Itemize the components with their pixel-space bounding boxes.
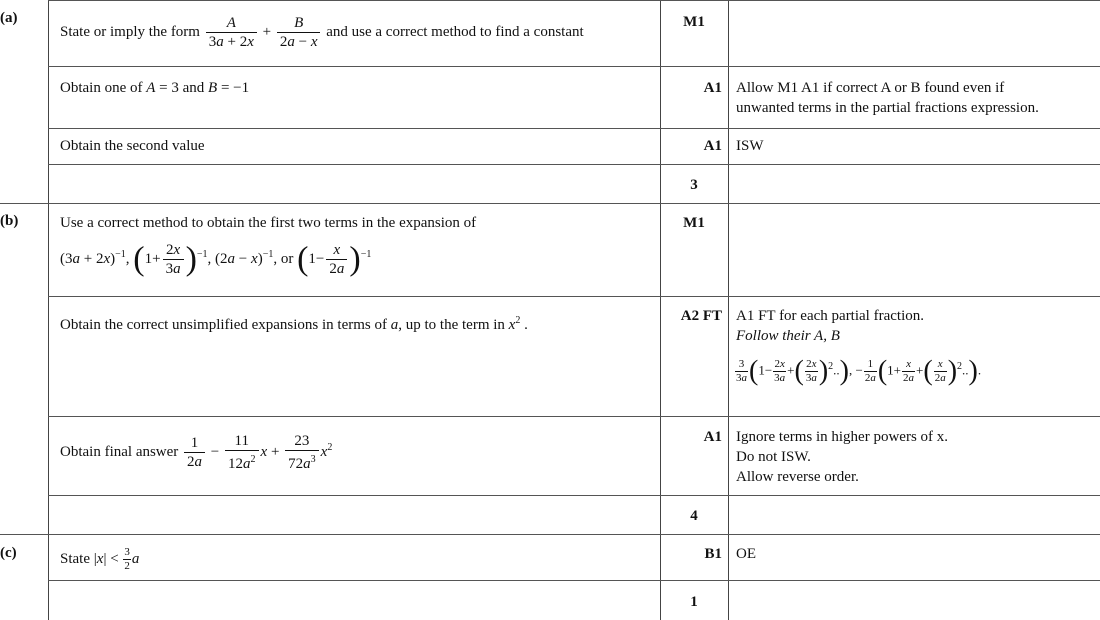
row-divider [48, 128, 1100, 129]
row-b3-guidance-3: Allow reverse order. [736, 469, 859, 485]
part-label-b: (b) [0, 213, 19, 229]
row-b1-answer: Use a correct method to obtain the first two terms in the expansion of [60, 215, 477, 231]
row-b3-answer: Obtain final answer $\frac{1}{2a}$ − $\frac{11}{12a^2}$ x + $\frac{23}{72a^3}$ $x^2$ [60, 433, 333, 473]
row-a2-guidance-1: Allow M1 A1 if correct A or B found even if [736, 80, 1005, 96]
row-a3-answer: Obtain the second value [60, 138, 205, 154]
part-c-total: 1 [690, 594, 698, 610]
row-divider [48, 66, 1100, 67]
row-c1-answer: State |x| < $\frac{3}{2}$ a [60, 546, 140, 572]
row-c1-guidance: OE [736, 546, 756, 562]
row-a2-mark: A1 [703, 80, 722, 96]
row-b1-mark: M1 [683, 215, 705, 231]
row-b1-expressions: $(3a + 2x)^{-1}$, (1+ $\frac{2x}{3a}$ )$^{-1}$, $(2a - x)^{-1}$, or (1− $\frac{x}{2a}$ )$^{-1}$ [60, 240, 372, 278]
row-a1-text-before: State or imply the form [60, 23, 200, 40]
column-divider-mark [660, 0, 661, 620]
row-b2-answer: Obtain the correct unsimplified expansions in terms of a, up to the term in $x^2$ . [60, 315, 528, 333]
row-divider [48, 296, 1100, 297]
row-b2-guidance-2: Follow their A, B [736, 328, 840, 344]
row-c1-mark: B1 [704, 546, 722, 562]
row-divider [48, 0, 1100, 1]
part-label-a: (a) [0, 10, 18, 26]
row-b3-guidance-2: Do not ISW. [736, 449, 811, 465]
form-fraction-a: $\frac{A}{3a + 2x}$ [206, 14, 257, 51]
column-divider-guidance [728, 0, 729, 620]
part-label-c: (c) [0, 545, 17, 561]
row-a1-mark: M1 [683, 14, 705, 30]
part-a-total: 3 [690, 177, 698, 193]
row-divider [48, 416, 1100, 417]
row-divider [48, 580, 1100, 581]
form-fraction-b: $\frac{B}{2a - x}$ [277, 14, 321, 51]
part-b-total: 4 [690, 508, 698, 524]
row-b2-mark: A2 FT [680, 308, 722, 324]
row-b2-guidance-1: A1 FT for each partial fraction. [736, 308, 924, 324]
row-a2-guidance-2: unwanted terms in the partial fractions expression. [736, 100, 1039, 116]
row-b3-mark: A1 [703, 429, 722, 445]
row-a2-answer: Obtain one of A = 3 and B = −1 [60, 80, 250, 96]
row-a3-mark: A1 [703, 138, 722, 154]
row-divider [0, 534, 1100, 535]
row-divider [48, 164, 1100, 165]
row-b2-expansion: $\frac{3}{3a}$ (1− $\frac{2x}{3a}$ +( $\frac{2x}{3a}$ )$^2$..), − $\frac{1}{2a}$ (1+ $\frac{x}{2a}$ +( $\frac{x}{2a}$ )$^2$..). [736, 355, 982, 387]
row-divider [48, 495, 1100, 496]
row-a1-answer: State or imply the form $\frac{A}{3a + 2x}$ + $\frac{B}{2a - x}$ and use a correct method to find a constant [60, 15, 584, 50]
column-divider-left [48, 0, 49, 620]
row-a3-guidance: ISW [736, 138, 764, 154]
row-a1-text-after: and use a correct method to find a constant [326, 23, 584, 40]
row-divider [0, 203, 1100, 204]
row-b3-guidance-1: Ignore terms in higher powers of x. [736, 429, 949, 445]
